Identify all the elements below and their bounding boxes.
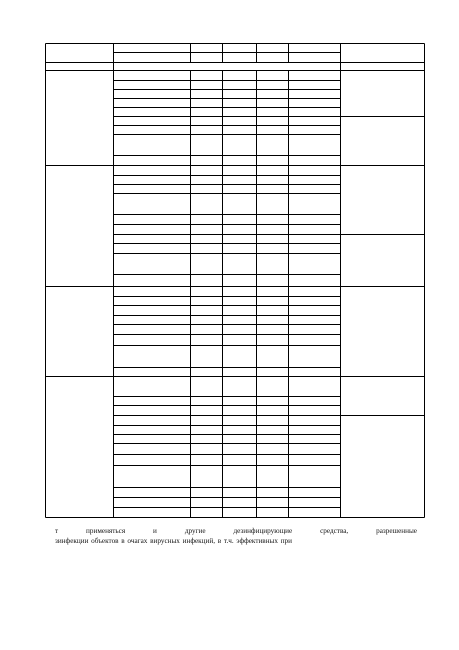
footnote-line-2: зинфекции объектов в очагах вирусных инфекций, в т.ч. эффективных при [55, 537, 292, 545]
footnote-line-1: т применяться и другие дезинфицирующие средства, разрешенные [55, 527, 417, 535]
